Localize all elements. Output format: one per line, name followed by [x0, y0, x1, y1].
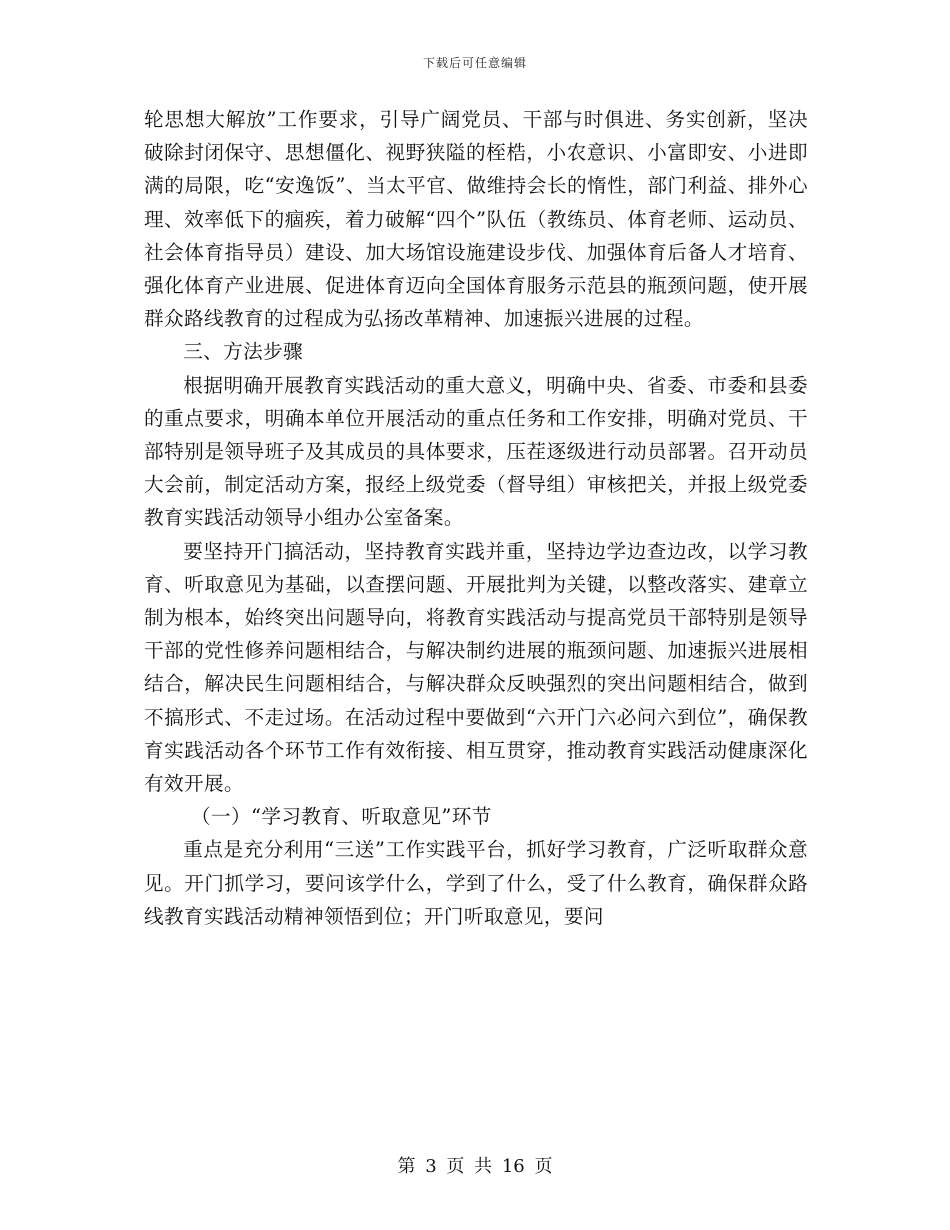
- document-body: [144, 103, 808, 933]
- page-header-note: 下载后可任意编辑: [422, 56, 527, 70]
- paragraph-open-door: 要坚持开门搞活动，坚持教育实践并重，坚持边学边查边改，以学习教育、听取意见为基础，以查摆问题、开展批判为关键，以整改落实、建章立制为根本，始终突出问题导向，将教育实践活动与提高党员干部特别是领导干部的党性修养问题相结合，与解决制约进展的瓶颈问题、加速振兴进展相结合，解决民生问题相结合，与解决群众反映强烈的突出问题相结合，做到不搞形式、不走过场。在活动过程中要做到“六开门六必问六到位”，确保教育实践活动各个环节工作有效衔接、相互贯穿，推动教育实践活动健康深化有效开展。: [144, 539, 808, 796]
- paragraph-methods-intro: 根据明确开展教育实践活动的重大意义，明确中央、省委、市委和县委的重点要求，明确本单位开展活动的重点任务和工作安排，明确对党员、干部特别是领导班子及其成员的具体要求，压茬逐级进行动员部署。召开动员大会前，制定活动方案，报经上级党委（督导组）审核把关，并报上级党委教育实践活动领导小组办公室备案。: [144, 373, 808, 530]
- paragraph-continuation: 轮思想大解放”工作要求，引导广阔党员、干部与时俱进、务实创新，坚决破除封闭保守、思想僵化、视野狭隘的桎梏，小农意识、小富即安、小进即满的局限，吃“安逸饭”、当太平官、做维持会长的惰性，部门利益、排外心理、效率低下的痼疾，着力破解“四个”队伍（教练员、体育老师、运动员、社会体育指导员）建设、加大场馆设施建设步伐、加强体育后备人才培育、强化体育产业进展、促进体育迈向全国体育服务示范县的瓶颈问题，使开展群众路线教育的过程成为弘扬改革精神、加速振兴进展的过程。: [144, 108, 808, 331]
- page-number: 第 3 页 共 16 页: [397, 1156, 553, 1177]
- subsection-heading-study: （一）“学习教育、听取意见”环节: [191, 805, 492, 829]
- paragraph-study-focus: 重点是充分利用“三送”工作实践平台，抓好学习教育，广泛听取群众意见。开门抓学习，要问该学什么，学到了什么，受了什么教育，确保群众路线教育实践活动精神领悟到位；开门听取意见，要问: [144, 838, 808, 928]
- section-heading-methods: 三、方法步骤: [183, 340, 304, 364]
